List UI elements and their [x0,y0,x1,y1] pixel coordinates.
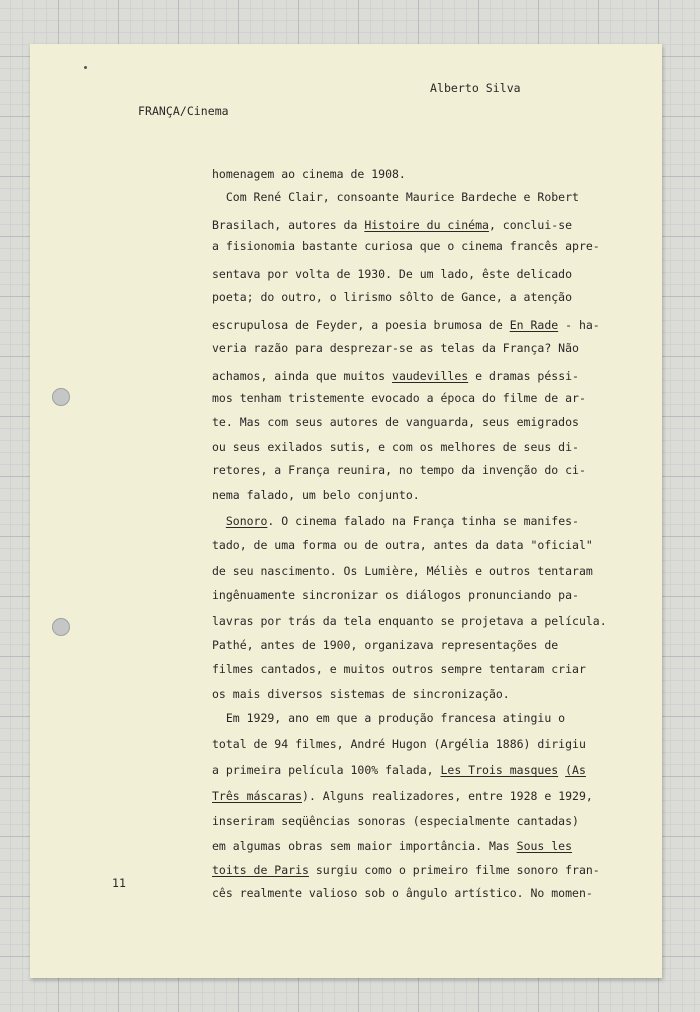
body-line: veria razão para desprezar-se as telas da França? Não [212,341,579,355]
body-line: mos tenham tristemente evocado a época do filme de ar- [212,391,586,405]
body-line: ou seus exilados sutis, e com os melhores de seus di- [212,440,579,454]
film-title-translation: (As [565,763,586,777]
page-number: 11 [112,876,126,890]
film-title: Les Trois masques [440,763,559,777]
body-line: sentava por volta de 1930. De um lado, êste delicado [212,267,573,281]
body-line: Sonoro. O cinema falado na França tinha se manifes- [225,514,579,528]
body-line: lavras por trás da tela enquanto se projetava a película. [212,614,607,628]
body-line: toits de Paris surgiu como o primeiro filme sonoro fran- [212,863,600,877]
body-line: a fisionomia bastante curiosa que o cinema francês apre- [212,239,600,253]
section-heading: FRANÇA/Cinema [138,104,229,118]
body-line: Três máscaras). Alguns realizadores, entre 1928 e 1929, [212,789,593,803]
punch-hole [52,618,70,636]
body-line: poeta; do outro, o lirismo sôlto de Gance, a atenção [212,290,573,304]
body-line: Em 1929, ano em que a produção francesa atingiu o [212,711,566,725]
body-line: retores, a França reunira, no tempo da invenção do ci- [212,463,586,477]
punch-hole [52,388,70,406]
body-line: Com René Clair, consoante Maurice Bardeche e Robert [212,190,579,204]
body-line: Brasilach, autores da Histoire du cinéma, conclui-se [212,218,573,232]
body-line: Pathé, antes de 1900, organizava representações de [212,638,559,652]
book-title: Histoire du cinéma [364,218,489,232]
body-line: em algumas obras sem maior importância. Mas Sous les [212,839,573,853]
film-title: toits de Paris [212,863,309,877]
ink-dot [84,66,87,69]
body-line: tado, de uma forma ou de outra, antes da data "oficial" [212,538,593,552]
body-line: de seu nascimento. Os Lumière, Méliès e outros tentaram [212,564,593,578]
body-line: cês realmente valioso sob o ângulo artístico. No momen- [212,886,593,900]
body-line: total de 94 filmes, André Hugon (Argélia 1886) dirigiu [212,737,586,751]
body-line: inseriram seqüências sonoras (especialmente cantadas) [212,814,579,828]
body-line: filmes cantados, e muitos outros sempre tentaram criar [212,662,586,676]
body-line: nema falado, um belo conjunto. [212,488,420,502]
film-title-translation: Três máscaras [212,789,303,803]
underlined-term: vaudevilles [392,369,469,383]
body-line: escrupulosa de Feyder, a poesia brumosa de En Rade - ha- [212,318,600,332]
subheading-sonoro: Sonoro [225,514,268,528]
body-line: homenagem ao cinema de 1908. [212,167,406,181]
body-line: os mais diversos sistemas de sincronização. [212,687,510,701]
body-line: a primeira película 100% falada, Les Trois masques (As [212,763,586,777]
body-line: achamos, ainda que muitos vaudevilles e dramas péssi- [212,369,579,383]
typed-page [30,44,662,978]
body-line: ingênuamente sincronizar os diálogos pronunciando pa- [212,588,579,602]
film-title: En Rade [509,318,559,332]
film-title: Sous les [516,839,573,853]
body-line: te. Mas com seus autores de vanguarda, seus emigrados [212,415,579,429]
author-name: Alberto Silva [430,81,521,95]
